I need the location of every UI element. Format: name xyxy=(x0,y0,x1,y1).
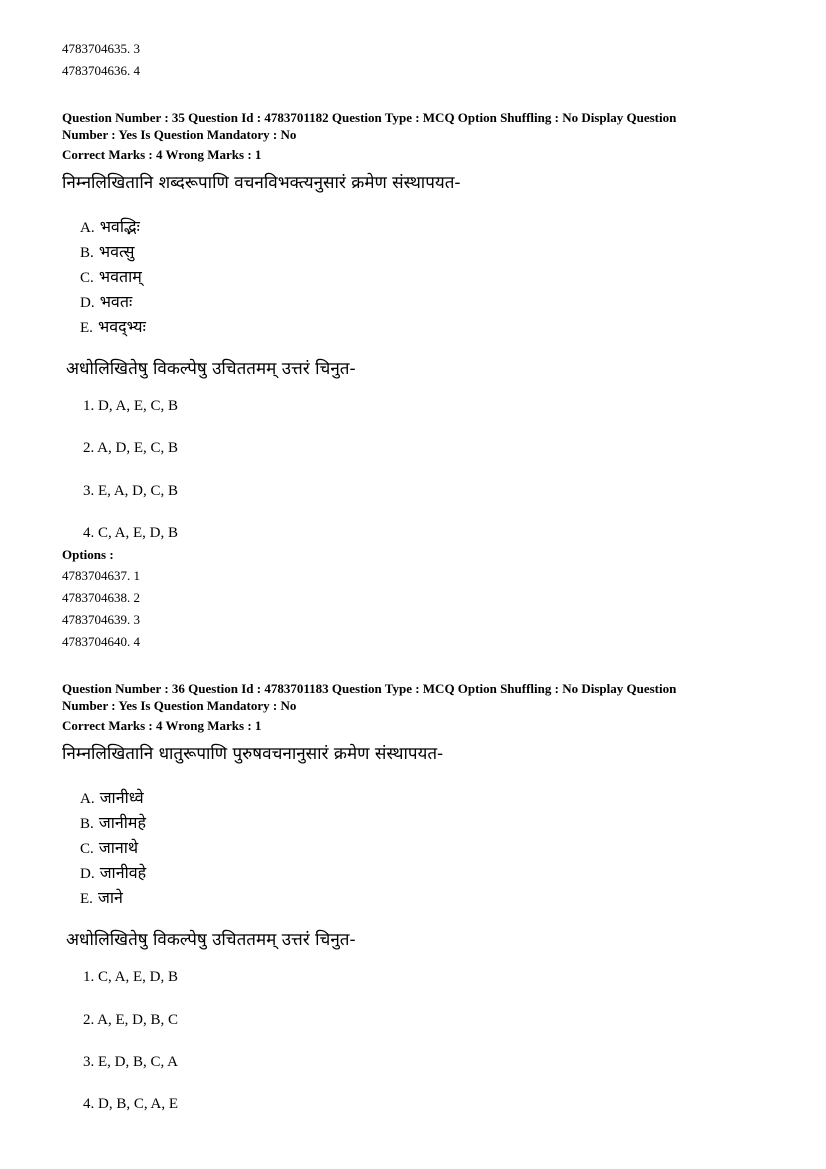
list-item xyxy=(80,265,142,287)
options-label: Options : xyxy=(62,547,114,562)
option-line: 4783704635. 3 xyxy=(62,41,140,56)
answer-choice: 1. D, A, E, C, B xyxy=(83,398,179,414)
item-text: भवद्भ्यः xyxy=(98,317,146,336)
option-line: 4783704640. 4 xyxy=(62,634,140,649)
item-text: भवतः xyxy=(99,292,133,311)
item-label: B. xyxy=(80,816,94,832)
item-label: A. xyxy=(80,220,95,236)
item-text: भवद्भिः xyxy=(99,217,140,236)
list-item xyxy=(80,290,132,312)
list-item xyxy=(80,861,146,883)
list-item xyxy=(80,240,134,262)
question-header: Number : Yes Is Question Mandatory : No xyxy=(62,698,297,713)
list-item xyxy=(80,786,144,808)
option-line: 4783704638. 2 xyxy=(62,590,140,605)
item-text: जानीवहे xyxy=(99,863,147,882)
option-line: 4783704637. 1 xyxy=(62,568,140,583)
question-header: Question Number : 36 Question Id : 4783701183 Question Type : MCQ Option Shuffling : No Display Question xyxy=(62,681,677,696)
question-prompt: निम्नलिखितानि शब्दरूपाणि वचनविभक्त्यनुसारं क्रमेण संस्थापयत- xyxy=(62,173,461,193)
item-label: E. xyxy=(80,891,93,907)
item-label: E. xyxy=(80,320,93,336)
question-marks: Correct Marks : 4 Wrong Marks : 1 xyxy=(62,718,262,733)
item-text: जानाथे xyxy=(98,838,139,857)
question-instruction: अधोलिखितेषु विकल्पेषु उचिततमम् उत्तरं चिनुत- xyxy=(66,930,356,950)
option-line: 4783704639. 3 xyxy=(62,612,140,627)
question-header: Number : Yes Is Question Mandatory : No xyxy=(62,127,297,142)
list-item xyxy=(80,836,138,858)
answer-choice: 1. C, A, E, D, B xyxy=(83,969,179,985)
item-text: भवत्सु xyxy=(98,242,135,261)
answer-choice: 3. E, D, B, C, A xyxy=(83,1054,179,1070)
item-text: भवताम् xyxy=(98,267,142,286)
item-label: D. xyxy=(80,866,95,882)
answer-choice: 2. A, D, E, C, B xyxy=(83,440,179,456)
answer-choice: 4. D, B, C, A, E xyxy=(83,1096,179,1112)
answer-choice: 2. A, E, D, B, C xyxy=(83,1012,179,1028)
question-instruction: अधोलिखितेषु विकल्पेषु उचिततमम् उत्तरं चिनुत- xyxy=(66,359,356,379)
item-text: जानीध्वे xyxy=(99,788,144,807)
item-label: B. xyxy=(80,245,94,261)
item-text: जाने xyxy=(98,888,123,907)
list-item xyxy=(80,315,146,337)
question-header: Question Number : 35 Question Id : 4783701182 Question Type : MCQ Option Shuffling : No Display Question xyxy=(62,110,677,125)
list-item xyxy=(80,811,146,833)
option-line: 4783704636. 4 xyxy=(62,63,140,78)
answer-choice: 3. E, A, D, C, B xyxy=(83,483,179,499)
item-label: C. xyxy=(80,270,94,286)
item-text: जानीमहे xyxy=(98,813,146,832)
list-item xyxy=(80,886,123,908)
answer-choice: 4. C, A, E, D, B xyxy=(83,525,179,541)
question-marks: Correct Marks : 4 Wrong Marks : 1 xyxy=(62,147,262,162)
list-item xyxy=(80,215,140,237)
item-label: C. xyxy=(80,841,94,857)
item-label: A. xyxy=(80,791,95,807)
question-prompt: निम्नलिखितानि धातुरूपाणि पुरुषवचनानुसारं क्रमेण संस्थापयत- xyxy=(62,744,444,764)
item-label: D. xyxy=(80,295,95,311)
